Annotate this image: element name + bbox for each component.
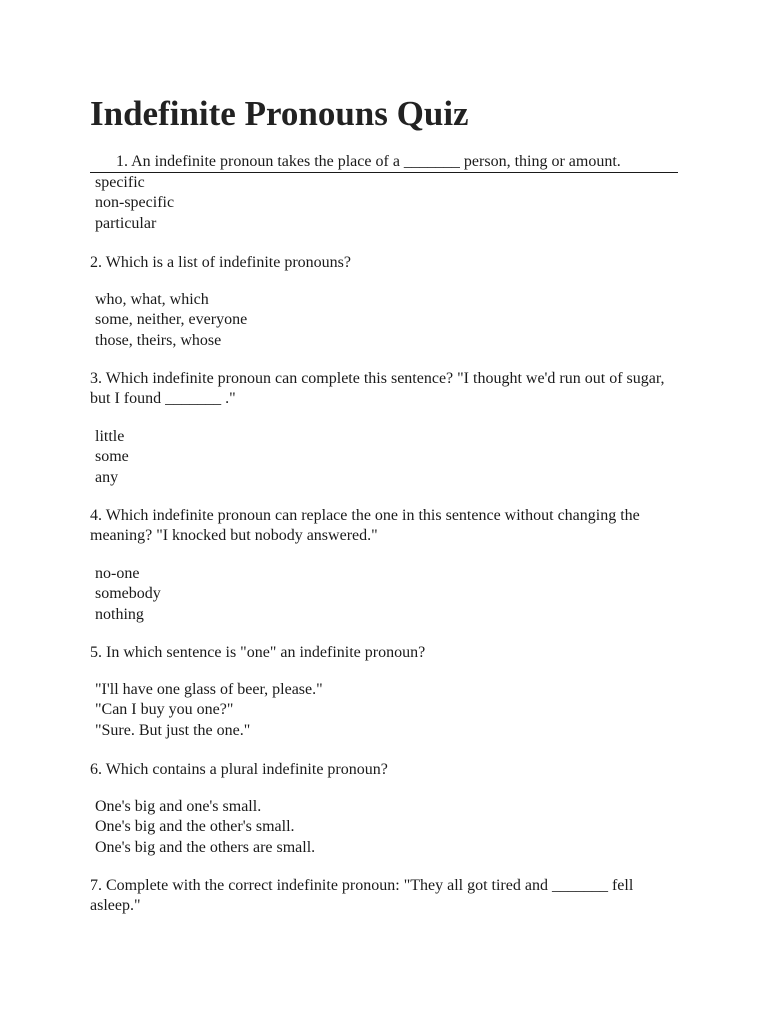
question-5-text: 5. In which sentence is "one" an indefinite pronoun? xyxy=(90,644,426,661)
question-1-option-a[interactable]: specific xyxy=(95,174,145,191)
question-1-text: 1. An indefinite pronoun takes the place of a _______ person, thing or amount. xyxy=(116,153,621,170)
question-1-row xyxy=(90,152,678,173)
question-4-option-c[interactable]: nothing xyxy=(95,605,144,623)
question-4-option-b[interactable]: somebody xyxy=(95,585,161,603)
question-1-option-b[interactable]: non-specific xyxy=(95,194,175,212)
question-3-option-c[interactable]: any xyxy=(95,468,119,486)
question-6-option-c[interactable]: One's big and the others are small. xyxy=(95,838,316,856)
question-6-options xyxy=(90,797,678,858)
question-5 xyxy=(90,643,678,663)
question-5-option-a[interactable]: "I'll have one glass of beer, please." xyxy=(95,681,323,698)
question-4-options xyxy=(90,564,678,625)
question-6-option-b[interactable]: One's big and the other's small. xyxy=(95,818,295,836)
question-4-text: 4. Which indefinite pronoun can replace the one in this sentence without changing the meaning? "I knocked but nobody answered." xyxy=(90,507,640,544)
question-1-options xyxy=(90,173,678,234)
question-3-option-b[interactable]: some xyxy=(95,448,129,466)
question-5-options xyxy=(90,680,678,741)
question-2-option-c[interactable]: those, theirs, whose xyxy=(95,331,222,349)
question-6-option-a[interactable]: One's big and one's small. xyxy=(95,798,262,815)
question-1-option-c[interactable]: particular xyxy=(95,214,157,232)
question-3 xyxy=(90,369,678,409)
question-2-option-b[interactable]: some, neither, everyone xyxy=(95,311,248,329)
question-3-option-a[interactable]: little xyxy=(95,428,125,445)
question-7-text: 7. Complete with the correct indefinite pronoun: "They all got tired and _______ fell asleep." xyxy=(90,877,634,914)
question-6-text: 6. Which contains a plural indefinite pronoun? xyxy=(90,761,388,778)
question-3-text: 3. Which indefinite pronoun can complete this sentence? "I thought we'd run out of sugar, but I found _______ ." xyxy=(90,370,665,407)
question-5-option-c[interactable]: "Sure. But just the one." xyxy=(95,721,251,739)
question-4 xyxy=(90,506,678,546)
question-3-options xyxy=(90,427,678,488)
question-6 xyxy=(90,760,678,780)
question-4-option-a[interactable]: no-one xyxy=(95,565,140,582)
question-2-options xyxy=(90,290,678,351)
question-5-option-b[interactable]: "Can I buy you one?" xyxy=(95,701,234,719)
page-title: Indefinite Pronouns Quiz xyxy=(90,94,469,133)
question-2-option-a[interactable]: who, what, which xyxy=(95,291,209,308)
question-2 xyxy=(90,253,678,273)
question-7 xyxy=(90,876,678,916)
question-2-text: 2. Which is a list of indefinite pronouns? xyxy=(90,254,351,271)
